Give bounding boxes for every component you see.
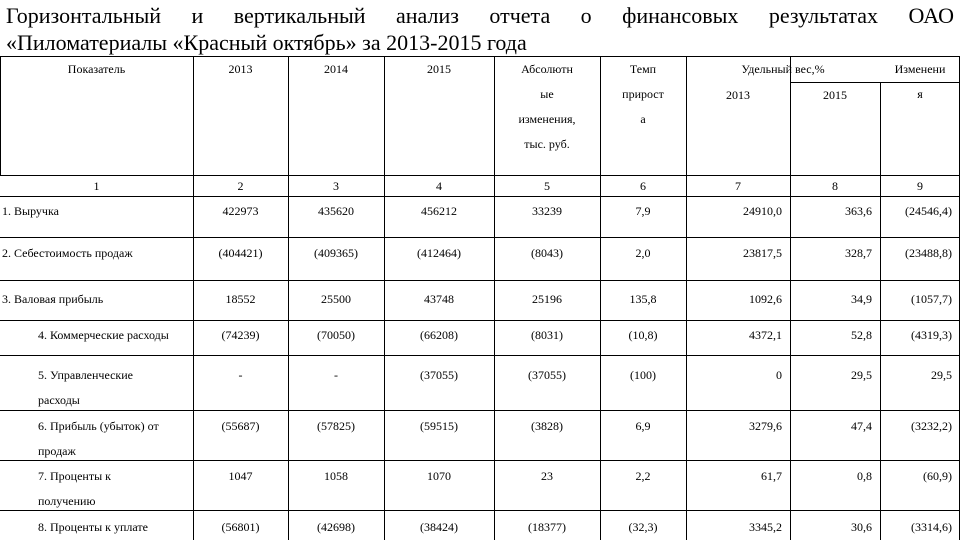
table-cell: 2,0 (635, 246, 651, 260)
column-number: 3 (333, 179, 339, 193)
table-cell: 456212 (421, 204, 457, 218)
row-label: 1. Выручка (2, 204, 59, 218)
row-label: расходы (38, 393, 80, 407)
table-cell: (18377) (528, 520, 566, 534)
table-row-rule (0, 237, 960, 238)
table-cell: (56801) (221, 520, 260, 534)
header-change: Изменени (894, 62, 946, 76)
table-cell: 18552 (225, 292, 256, 306)
table-cell: (10,8) (628, 328, 658, 342)
column-number: 8 (832, 179, 838, 193)
table-cell: (412464) (417, 246, 461, 260)
title-word: результатах (768, 3, 879, 28)
table-cell: 24910,0 (743, 204, 782, 218)
table-cell: 4372,1 (749, 328, 782, 342)
table-cell: (23488,8) (905, 246, 952, 260)
document-title (6, 2, 954, 56)
title-word: ОАО (908, 3, 954, 28)
column-number: 4 (436, 179, 442, 193)
table-cell: 422973 (222, 204, 259, 218)
title-line-1 (6, 2, 954, 29)
row-label: продаж (38, 444, 76, 458)
title-word: о (580, 3, 592, 28)
table-cell: 135,8 (629, 292, 657, 306)
table-cell: 23817,5 (743, 246, 782, 260)
table-cell: 1058 (324, 469, 348, 483)
table-row-rule (0, 196, 960, 197)
table-cell: 0,8 (857, 469, 872, 483)
table-cell: 1047 (228, 469, 253, 483)
table-row-rule (0, 410, 960, 411)
table-cell: 29,5 (851, 368, 872, 382)
table-cell: 3345,2 (749, 520, 782, 534)
table-cell: (8031) (531, 328, 563, 342)
table-row-rule (0, 355, 960, 356)
table-cell: (3232,2) (911, 419, 952, 433)
row-label: 4. Коммерческие расходы (38, 328, 169, 342)
table-cell: 43748 (424, 292, 454, 306)
header-growth-rate: а (640, 112, 646, 126)
header-change: я (917, 87, 923, 101)
table-cell: 34,9 (851, 292, 872, 306)
table-cell: 52,8 (851, 328, 872, 342)
title-word: и (191, 3, 204, 28)
header-share-2013: 2013 (726, 88, 750, 102)
table-cell: 25196 (532, 292, 562, 306)
table-cell: 363,6 (845, 204, 872, 218)
table-cell: 7,9 (635, 204, 651, 218)
table-cell: (404421) (218, 246, 263, 260)
header-growth-rate: Темп (629, 62, 657, 76)
table-cell: (55687) (221, 419, 260, 433)
table-row-rule (0, 320, 960, 321)
table-row-rule (0, 510, 960, 511)
table-cell: 6,9 (635, 419, 651, 433)
table-cell: 61,7 (761, 469, 782, 483)
table-cell: (3314,6) (911, 520, 952, 534)
table-cell: 1070 (427, 469, 451, 483)
table-row-rule (0, 56, 960, 57)
table-cell: 2,2 (635, 469, 651, 483)
table-cell: (74239) (221, 328, 260, 342)
table-cell: (1057,7) (911, 292, 952, 306)
table-cell: - (334, 368, 338, 382)
column-number: 7 (735, 179, 741, 193)
table-cell: (32,3) (628, 520, 658, 534)
header-abs-change: изменения, (518, 112, 576, 126)
header-year-2015: 2015 (427, 62, 451, 76)
title-word: анализ (396, 3, 459, 28)
table-cell: 3279,6 (749, 419, 782, 433)
table-cell: 435620 (318, 204, 354, 218)
row-label: 3. Валовая прибыль (2, 292, 104, 306)
column-number: 1 (93, 179, 100, 193)
column-number: 2 (237, 179, 244, 193)
title-word: отчета (489, 3, 551, 28)
row-label: 7. Проценты к (38, 469, 111, 483)
table-row-rule (0, 460, 960, 461)
table-cell: (66208) (420, 328, 458, 342)
header-abs-change: Абсолютн (521, 62, 573, 76)
table-cell: - (238, 368, 243, 382)
header-abs-change: ые (540, 87, 554, 101)
table-cell: (70050) (317, 328, 355, 342)
header-year-2013: 2013 (228, 62, 253, 76)
table-cell: (24546,4) (905, 204, 952, 218)
title-word: вертикальный (233, 3, 366, 28)
table-cell: 25500 (321, 292, 351, 306)
column-number: 5 (544, 179, 550, 193)
column-number: 6 (640, 179, 646, 193)
header-abs-change: тыс. руб. (524, 137, 570, 151)
table-cell: 30,6 (851, 520, 872, 534)
table-cell: 328,7 (845, 246, 872, 260)
header-year-2014: 2014 (324, 62, 348, 76)
table-cell: 33239 (532, 204, 562, 218)
row-label: получению (38, 494, 96, 508)
row-label: 2. Себестоимость продаж (2, 246, 133, 260)
row-label: 6. Прибыль (убыток) от (38, 419, 159, 433)
table-cell: (59515) (420, 419, 458, 433)
table-cell: 0 (776, 368, 782, 382)
share-header-rule (790, 82, 960, 83)
table-cell: (37055) (420, 368, 458, 382)
row-label: 8. Проценты к уплате (38, 520, 148, 534)
header-share-2015: 2015 (823, 88, 847, 102)
table-cell: (60,9) (923, 469, 952, 483)
table-cell: (8043) (531, 246, 563, 260)
title-word: Горизонтальный (6, 3, 162, 28)
table-row-rule (0, 280, 960, 281)
row-label: 5. Управленческие (38, 368, 133, 382)
table-cell: 1092,6 (749, 292, 782, 306)
table-cell: (38424) (420, 520, 458, 534)
header-indicator: Показатель (67, 62, 126, 76)
table-cell: 29,5 (931, 368, 952, 382)
header-growth-rate: прирост (622, 87, 664, 101)
table-cell: (4319,3) (911, 328, 952, 342)
table-cell: (37055) (528, 368, 566, 382)
table-cell: (409365) (314, 246, 358, 260)
table-cell: (3828) (531, 419, 563, 433)
column-number: 9 (917, 179, 923, 193)
table-cell: (57825) (317, 419, 355, 433)
title-word: финансовых (622, 3, 739, 28)
header-share: Удельный вес,% (741, 62, 825, 76)
table-cell: (42698) (317, 520, 355, 534)
table-cell: 47,4 (851, 419, 872, 433)
table-cell: 23 (541, 469, 553, 483)
title-line-2: «Пиломатериалы «Красный октябрь» за 2013-2015 года (6, 30, 527, 55)
table-cell: (100) (630, 368, 656, 382)
table-row-rule (0, 175, 960, 176)
financial-results-table (0, 56, 960, 540)
